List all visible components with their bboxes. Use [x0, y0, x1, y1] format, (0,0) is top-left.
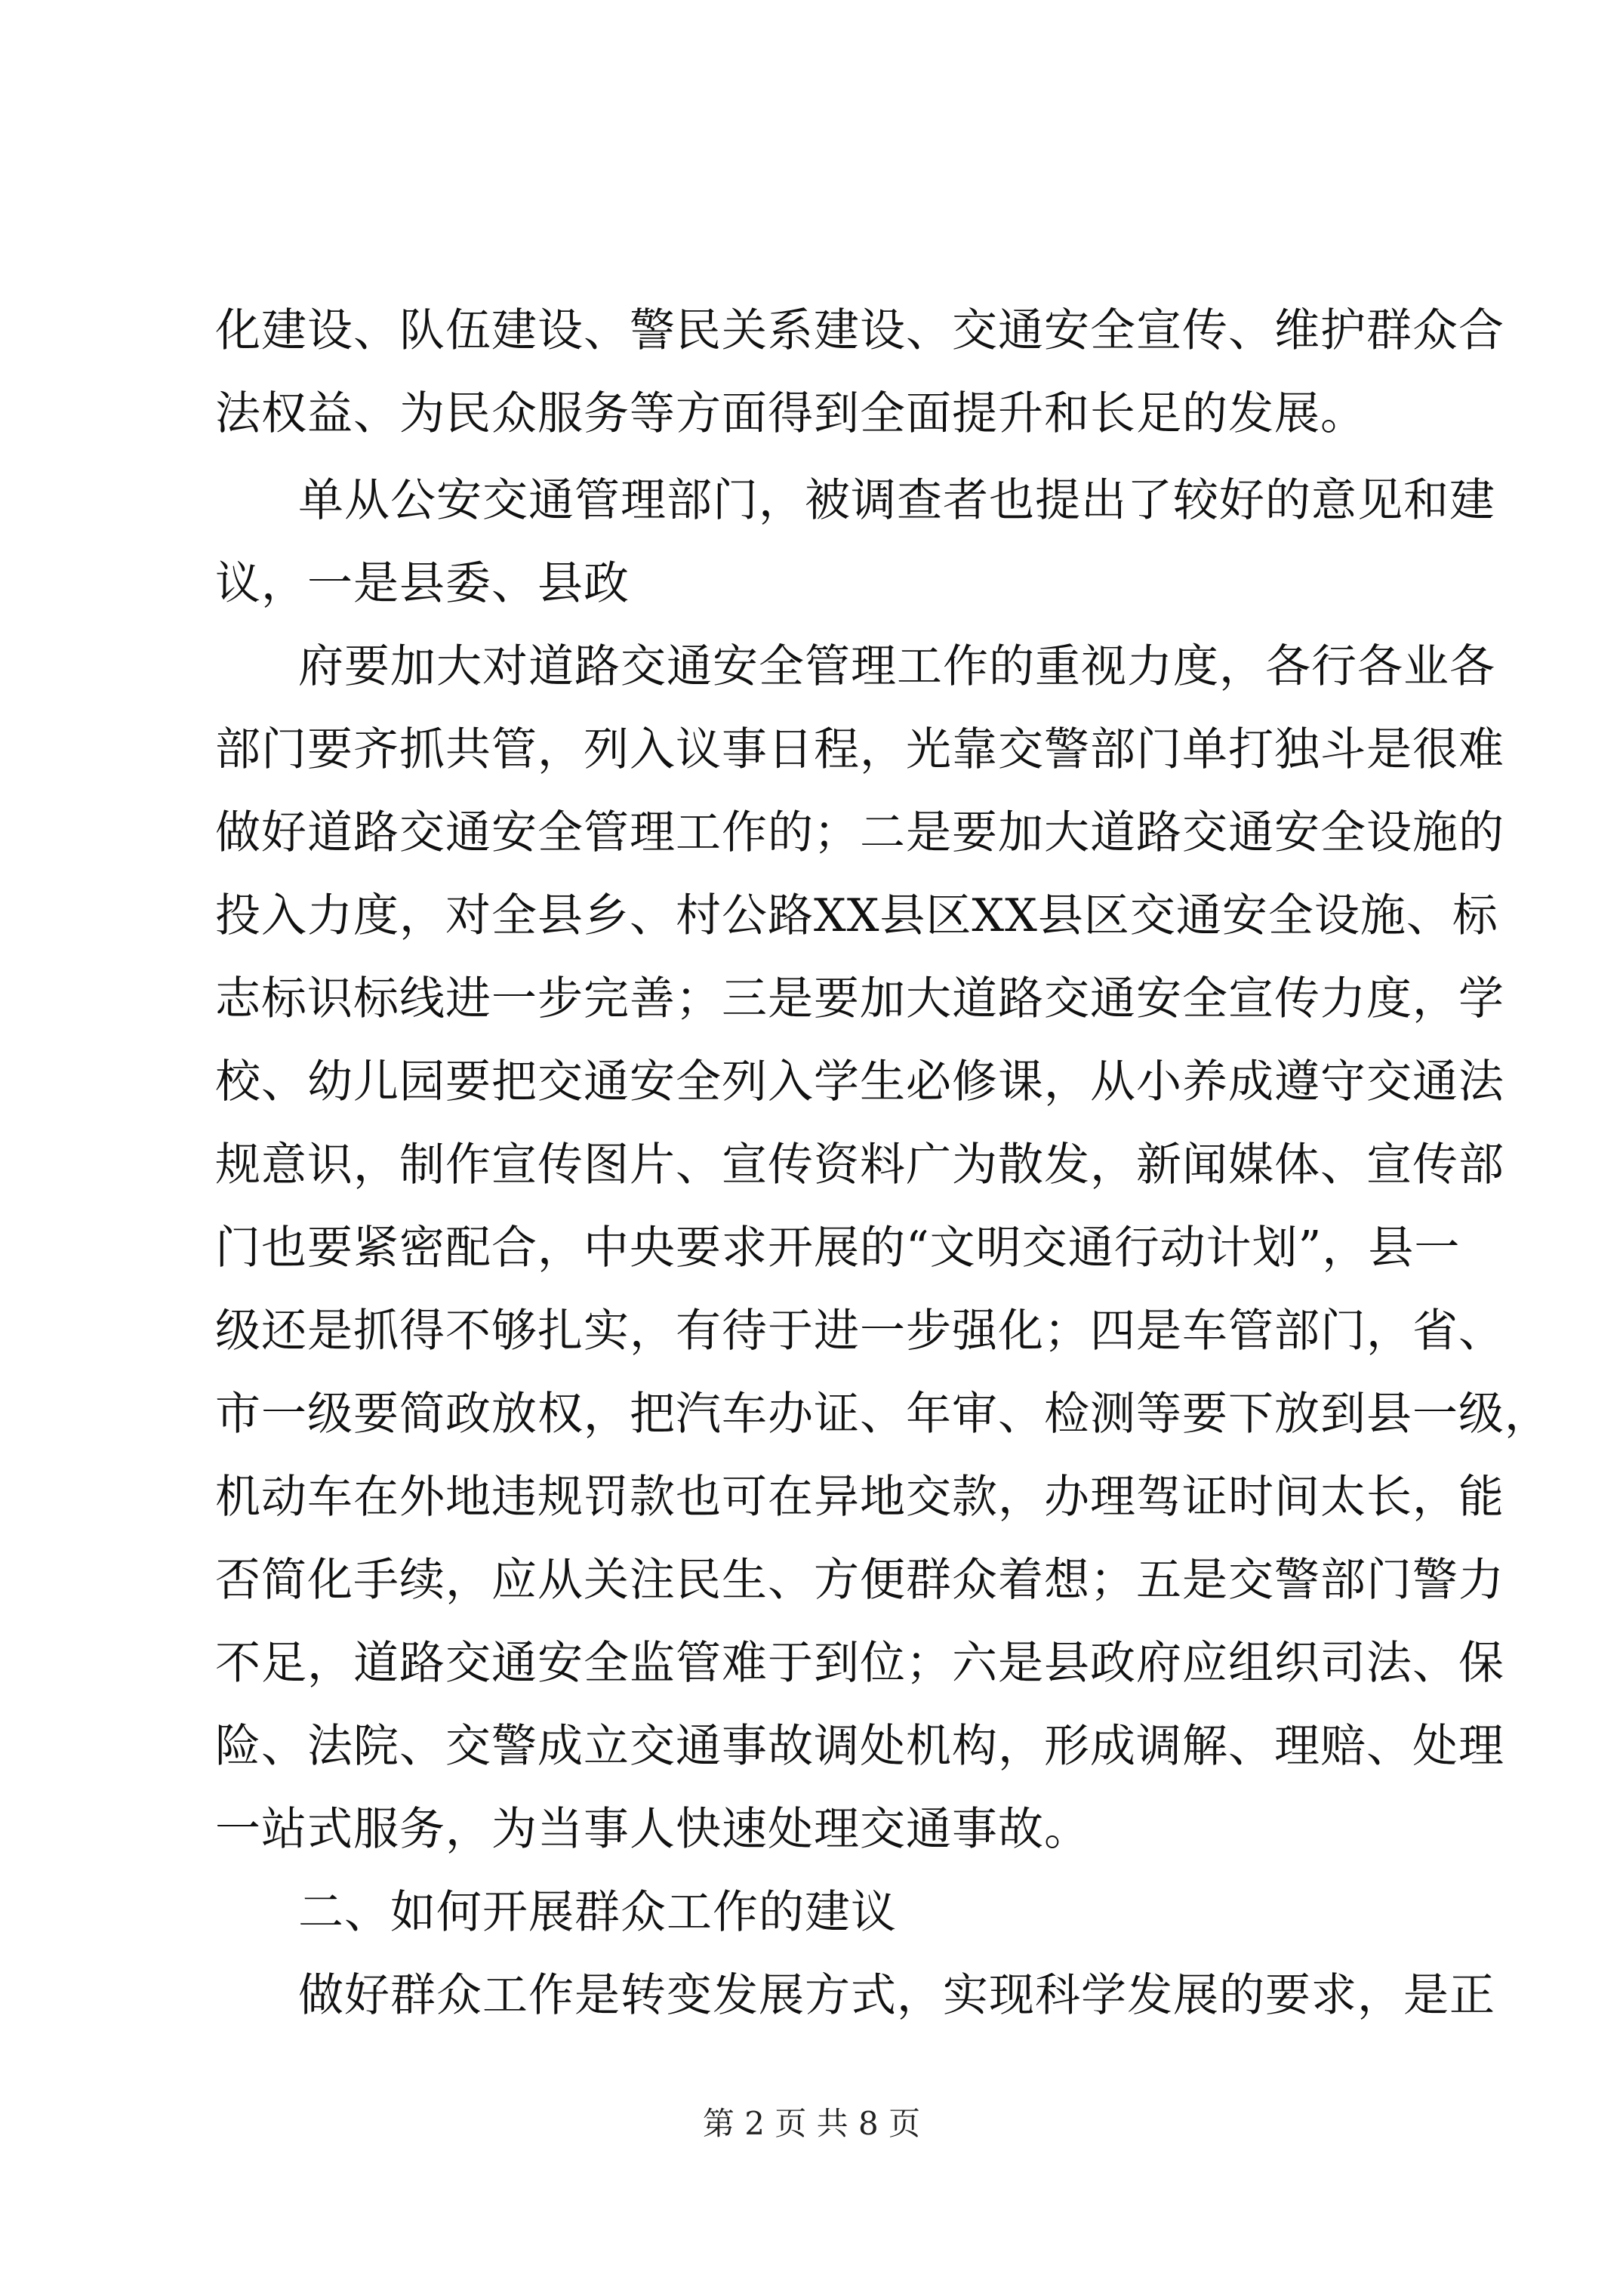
- text-line: 级还是抓得不够扎实，有待于进一步强化；四是车管部门，省、: [215, 1305, 1504, 1358]
- text-line: 做好道路交通安全管理工作的；二是要加大道路交通安全设施的: [215, 806, 1504, 859]
- text-line: 议，一是县委、县政: [215, 557, 630, 610]
- paragraph-start: 单从公安交通管理部门，被调查者也提出了较好的意见和建: [298, 474, 1495, 527]
- text-line: 机动车在外地违规罚款也可在异地交款，办理驾证时间太长，能: [215, 1471, 1504, 1524]
- text-line: 不足，道路交通安全监管难于到位；六是县政府应组织司法、保: [215, 1637, 1504, 1690]
- text-line: 校、幼儿园要把交通安全列入学生必修课，从小养成遵守交通法: [215, 1056, 1504, 1108]
- text-line: 志标识标线进一步完善；三是要加大道路交通安全宣传力度，学: [215, 972, 1504, 1025]
- text-line: 部门要齐抓共管，列入议事日程，光靠交警部门单打独斗是很难: [215, 723, 1504, 776]
- section-heading: 二、如何开展群众工作的建议: [298, 1886, 897, 1939]
- page-number-footer: 第 2 页 共 8 页: [702, 2105, 921, 2142]
- text-line: 规意识，制作宣传图片、宣传资料广为散发，新闻媒体、宣传部: [215, 1139, 1504, 1191]
- text-line: 法权益、为民众服务等方面得到全面提升和长足的发展。: [215, 387, 1366, 440]
- text-line: 否简化手续，应从关注民生、方便群众着想；五是交警部门警力: [215, 1554, 1504, 1607]
- paragraph-start: 做好群众工作是转变发展方式，实现科学发展的要求，是正: [298, 1969, 1495, 2022]
- text-line: 化建设、队伍建设、警民关系建设、交通安全宣传、维护群众合: [215, 304, 1504, 357]
- text-line: 投入力度，对全县乡、村公路XX县区XX县区交通安全设施、标: [215, 889, 1498, 942]
- text-line: 一站式服务，为当事人快速处理交通事故。: [215, 1803, 1090, 1856]
- paragraph-start: 府要加大对道路交通安全管理工作的重视力度，各行各业各: [298, 640, 1495, 693]
- text-line: 市一级要简政放权，把汽车办证、年审、检测等要下放到县一级，: [215, 1388, 1551, 1441]
- text-line: 门也要紧密配合，中央要求开展的“文明交通行动计划”，县一: [215, 1222, 1461, 1274]
- text-line: 险、法院、交警成立交通事故调处机构，形成调解、理赔、处理: [215, 1720, 1504, 1773]
